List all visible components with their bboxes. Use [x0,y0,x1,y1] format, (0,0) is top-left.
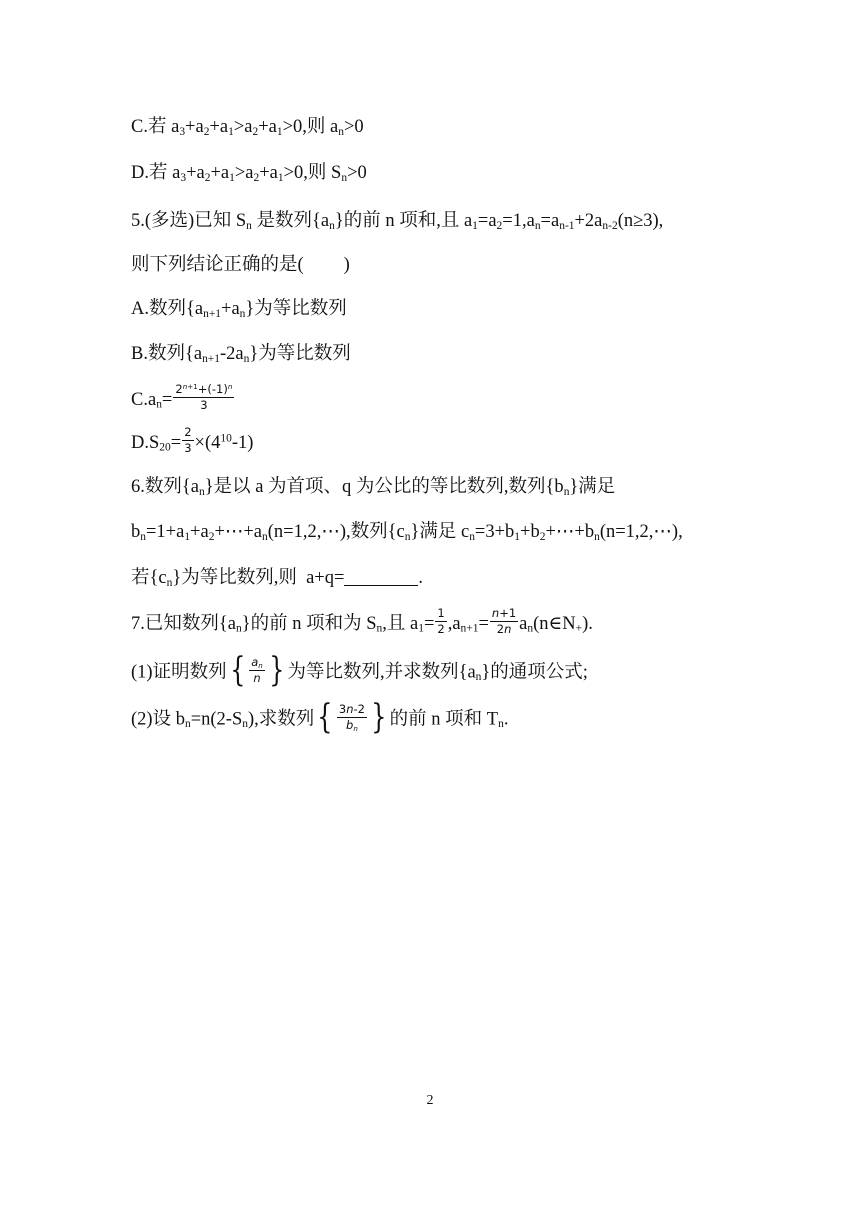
fraction-c: $\frac{2^{n+1}+(-1)^n}{3}$ [175,382,233,412]
question-5-stem-cont: 则下列结论正确的是( ) [131,255,350,275]
question-5-option-d: $D.S_{20}=$ $\frac{2}{3}$ $\times(4^{10}-1)$ [131,425,254,455]
question-7-part-2: (2)设 $b_n=n(2-S_n)$,求数列{ $\frac{3n-2}{b_n}$ } 的前 n 项和 $T_n$. [131,697,509,737]
question-7-stem: 7.已知数列$\{a_n\}$的前 n 项和为 $S_n$,且 $a_1=$ $\frac{1}{2}$ $,a_{n+1}=$ $\frac{n+1}{2n}$ $a_n(n\in N_+)$. [131,606,593,636]
option-d-prev: D.若 $a_3+a_2+a_1>a_2+a_1>0$,则 $S_n>0$ [131,163,367,184]
fraction-3n-2-over-bn: $\frac{3n-2}{b_n}$ [338,701,365,733]
question-5-option-c: $C.a_n=$ $\frac{2^{n+1}+(-1)^n}{3}$ [131,382,233,412]
question-6-stem: 6.数列$\{a_n\}$是以 a 为首项、q 为公比的等比数列,数列$\{b_n\}$满足 [131,477,616,498]
page-number: 2 [426,1093,434,1108]
question-7-part-1: (1)证明数列{ $\frac{a_n}{n}$ } 为等比数列,并求数列$\{a_n\}$的通项公式; [131,650,588,690]
fraction-an-over-n: $\frac{a_n}{n}$ [251,654,263,685]
option-c-prev: C.若 $a_3+a_2+a_1>a_2+a_1>0$,则 $a_n>0$ [131,117,364,138]
question-6-blank-line: 若$\{c_n\}$为等比数列,则 a+q= . [131,568,424,589]
fraction-d: $\frac{2}{3}$ [184,425,192,455]
answer-blank[interactable] [344,567,418,586]
question-5-option-b: B.数列$\{a_{n+1}-2a_n\}$为等比数列 [131,344,351,365]
fraction-recursion: $\frac{n+1}{2n}$ [491,606,517,636]
question-5-option-a: A.数列$\{a_{n+1}+a_n\}$为等比数列 [131,299,347,320]
question-6-stem-cont: $b_n=1+a_1+a_2+\cdots+a_n(n=1,2,\cdots)$,数列$\{c_n\}$满足 $c_n=3+b_1+b_2+\cdots+b_n(n=1,2,\cdots)$, [131,522,683,543]
fraction-a1: $\frac{1}{2}$ [437,606,445,636]
question-5-stem: 5.(多选)已知 $S_n$ 是数列$\{a_n\}$的前 n 项和,且 $a_1=a_2=1,a_n=a_{n-1}+2a_{n-2}(n\ge 3)$, [131,211,664,232]
